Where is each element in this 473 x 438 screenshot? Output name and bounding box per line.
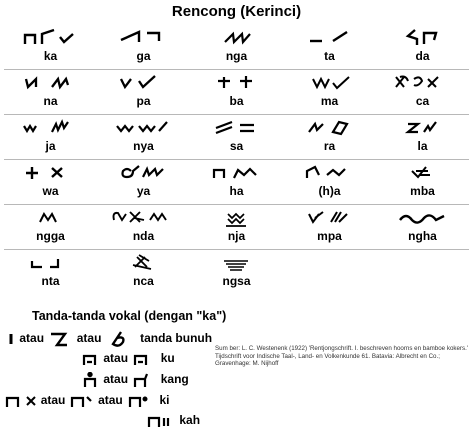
char-cell-ngga	[4, 205, 97, 249]
atau-label: atau	[19, 331, 45, 346]
char-cell-ya	[97, 160, 190, 204]
char-cell-ngsa	[190, 250, 283, 294]
glyph-nya	[97, 118, 190, 138]
char-label: ra	[323, 139, 336, 153]
char-cell-ba	[190, 70, 283, 114]
char-label: ngsa	[222, 274, 251, 288]
glyph-ngha	[376, 208, 469, 228]
glyph-sa	[190, 118, 283, 138]
char-label: ma	[320, 94, 339, 108]
glyph-ngsa	[190, 253, 283, 273]
glyph-nda	[97, 208, 190, 228]
ki-glyph-icon	[69, 393, 95, 409]
chart-title: Rencong (Kerinci)	[171, 3, 302, 20]
vowel-row-ki	[4, 393, 169, 409]
char-cell-nya	[97, 115, 190, 159]
vowel-row-kang	[80, 372, 189, 388]
char-label: nja	[227, 229, 246, 243]
glyph-ka	[4, 28, 97, 48]
vowel-marks-title: Tanda-tanda vokal (dengan "ka")	[32, 309, 227, 323]
char-cell-mpa	[283, 205, 376, 249]
char-cell-sa	[190, 115, 283, 159]
glyph-ja	[4, 118, 97, 138]
glyph-mpa	[283, 208, 376, 228]
ki-glyph-alt-icon	[126, 393, 150, 409]
char-label: nya	[133, 139, 154, 153]
char-cell-ta	[283, 25, 376, 69]
char-cell-da	[376, 25, 469, 69]
ku-label: ku	[160, 351, 175, 366]
char-label: nca	[133, 274, 154, 288]
char-label: sa	[229, 139, 244, 153]
mark-hook-right-icon	[47, 330, 73, 348]
vowel-row-ku	[80, 351, 175, 367]
char-cell-ma	[283, 70, 376, 114]
char-label: ta	[324, 49, 335, 63]
cross-mark-icon	[25, 393, 37, 409]
vowel-row-tanda-bunuh	[6, 330, 212, 348]
atau-label: atau	[98, 393, 123, 408]
char-cell-ha	[190, 160, 283, 204]
char-cell-na	[4, 70, 97, 114]
ku-glyph-alt-icon	[131, 351, 151, 367]
glyph-pa	[97, 73, 190, 93]
grid-row	[4, 115, 469, 160]
glyph-na	[4, 73, 97, 93]
kah-label: kah	[179, 413, 201, 428]
char-label: mpa	[317, 229, 342, 243]
atau-label: atau	[76, 331, 102, 346]
char-cell-wa	[4, 160, 97, 204]
char-label: da	[415, 49, 430, 63]
char-cell-nca	[97, 250, 190, 294]
char-label: ja	[45, 139, 56, 153]
glyph-nta	[4, 253, 97, 273]
char-cell-ra	[283, 115, 376, 159]
char-cell-nda	[97, 205, 190, 249]
char-cell-nja	[190, 205, 283, 249]
char-cell-ca	[376, 70, 469, 114]
glyph-wa	[4, 163, 97, 183]
glyph-ta	[283, 28, 376, 48]
char-label: (h)a	[318, 184, 341, 198]
kang-glyph-icon	[80, 372, 100, 388]
char-label: ka	[43, 49, 58, 63]
ka-glyph-icon	[4, 393, 22, 409]
grid-row	[4, 160, 469, 205]
char-label: pa	[136, 94, 151, 108]
char-label: mba	[410, 184, 435, 198]
char-label: na	[43, 94, 58, 108]
char-cell-la	[376, 115, 469, 159]
grid-row	[4, 70, 469, 115]
grid-row	[4, 25, 469, 70]
glyph-da	[376, 28, 469, 48]
char-label: nga	[225, 49, 248, 63]
glyph-ha-parenthesized	[283, 163, 376, 183]
glyph-ngga	[4, 208, 97, 228]
char-label: ca	[415, 94, 430, 108]
glyph-la	[376, 118, 469, 138]
source-citation: Sum ber: L. C. Westenenk (1922) 'Rentjongschrift. I. beschreven hoorns en bamboe kokers.' Tijdschrift voor Indische Taal-, Land- en Volkenkunde 61. Batavia: Albrecht en Co.; Gravenhage: M. Nijhoff	[215, 345, 468, 368]
atau-label: atau	[103, 372, 129, 387]
ku-glyph-icon	[80, 351, 100, 367]
char-cell-ngha	[376, 205, 469, 249]
char-label: ngga	[36, 229, 65, 243]
char-cell-nga	[190, 25, 283, 69]
char-label: ga	[136, 49, 151, 63]
kang-glyph-alt-icon	[131, 372, 151, 388]
glyph-ba	[190, 73, 283, 93]
glyph-ha	[190, 163, 283, 183]
atau-label: atau	[103, 351, 129, 366]
char-label: la	[417, 139, 428, 153]
char-cell-ha-parenthesized	[283, 160, 376, 204]
glyph-ma	[283, 73, 376, 93]
char-label: nta	[41, 274, 60, 288]
char-label: ba	[229, 94, 244, 108]
char-cell-nta	[4, 250, 97, 294]
char-label: ya	[136, 184, 151, 198]
char-cell-pa	[97, 70, 190, 114]
kah-glyph-icon	[146, 413, 172, 429]
glyph-ya	[97, 163, 190, 183]
atau-label: atau	[40, 393, 66, 408]
character-grid	[4, 25, 469, 300]
char-cell-ka	[4, 25, 97, 69]
char-label: ngha	[408, 229, 437, 243]
char-cell-ga	[97, 25, 190, 69]
grid-row	[4, 250, 469, 300]
glyph-nca	[97, 253, 190, 273]
char-label: wa	[42, 184, 59, 198]
ki-label: ki	[159, 393, 170, 408]
glyph-ga	[97, 28, 190, 48]
glyph-nga	[190, 28, 283, 48]
tanda-bunuh-label: tanda bunuh	[140, 331, 213, 346]
kang-label: kang	[160, 372, 189, 387]
glyph-ca	[376, 73, 469, 93]
mark-short-bar-icon	[6, 331, 16, 347]
glyph-ra	[283, 118, 376, 138]
char-label: nda	[132, 229, 155, 243]
grid-row	[4, 205, 469, 250]
vowel-row-kah	[146, 413, 200, 429]
mark-hook-loop-icon	[105, 330, 131, 348]
glyph-mba	[376, 163, 469, 183]
char-label: ha	[229, 184, 244, 198]
glyph-nja	[190, 208, 283, 228]
char-cell-mba	[376, 160, 469, 204]
char-cell-ja	[4, 115, 97, 159]
